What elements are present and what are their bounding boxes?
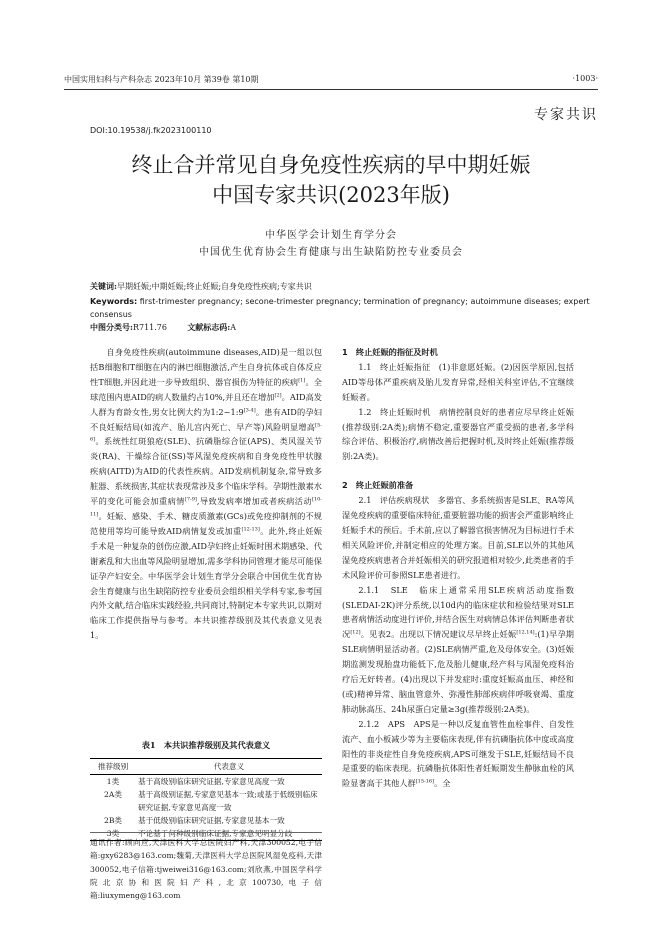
doi: DOI:10.19538/j.fk2023100110: [90, 126, 212, 135]
ref: [15-16]: [415, 778, 435, 785]
ref: [3-4]: [243, 406, 256, 413]
classification: [90, 321, 598, 334]
intro-paragraph: 自身免疫性疾病(autoimmune diseases,AID)是一组以包括B细胞和T细胞在内的淋巴细胞激活,产生自身抗体或自体反应性T细胞,并因此进一步导致组织、器官损伤为特征的疾病[1]。全球范围内患AID的病人数量约占10%,并且还在增加[2]。AID高发人群为育龄女性,男女比例大约为1:2~1:9[3-4]。患有AID的孕妇不良妊娠结局(如流产、胎儿宫内死亡、早产等)风险明显增高[5-6]。系统性红斑狼疮(SLE)、抗磷脂综合征(APS)、类风湿关节炎(RA)、干燥综合征(SS)等风湿免疫疾病和自身免疫性甲状腺疾病(AITD)为AID的代表性疾病。AID发病机制复杂,常导致多脏器、系统损害,其症状表现常涉及多个临床学科。孕期性激素水平的变化可能会加重病情[7-9],导致发病率增加或者疾病活动[10-11]。妊娠、感染、手术、糖皮质激素(GCs)或免疫抑制剂的不规范使用等均可能导致AID病情复发或加重[12-13]。此外,终止妊娠手术是一种复杂的创伤应激,AID孕妇终止妊娠时围术期感染、代谢紊乱和大出血等风险明显增加,需多学科协同管理才能尽可能保证孕产妇安全。中华医学会计划生育学分会联合中国优生优育协会生育健康与出生缺陷防控专业委员会组织相关学科专家,参考国内外文献,结合临床实践经验,共同商讨,特制定本专家共识,以期对临床工作提供指导与参考。本共识推荐级别及其代表意义见表1。: [90, 347, 322, 641]
table-header-level: 推荐级别: [90, 759, 136, 775]
clc-value: R711.76: [132, 323, 167, 332]
table-cell-meaning: 不论基于何种级别临床证据,专家意见明显分歧: [136, 827, 322, 841]
table-cell-level: 2B类: [103, 816, 122, 825]
running-header: [64, 74, 598, 88]
right-column: [342, 345, 574, 791]
keywords-en: [90, 295, 598, 321]
ref: [1]: [298, 377, 306, 384]
doc-code-label: 文献标志码:: [187, 322, 231, 332]
journal-info: 中国实用妇科与产科杂志 2023年10月 第39卷 第10期: [64, 75, 259, 84]
section-heading-2: 2 终止妊娠前准备: [342, 480, 414, 491]
table-caption: 表1 本共识推荐级别及其代表意义: [141, 740, 271, 750]
table-header-row: [90, 759, 322, 775]
table-cell-level: 3类: [90, 827, 136, 841]
ref: [2]: [274, 391, 282, 398]
keywords-cn-label: 关键词:: [90, 281, 117, 291]
ref: [10-11]: [90, 496, 322, 518]
ref: [5-6]: [90, 421, 322, 443]
doc-code-value: A: [230, 323, 237, 332]
section-heading-1: 1 终止妊娠的指征及时机: [342, 347, 438, 357]
author-line-1: 中华医学会计划生育学分会: [265, 230, 397, 241]
table-cell-meaning: 基于低级别临床研究证据,专家意见基本一致: [138, 816, 285, 825]
paragraph-2-1-2: 2.1.2 APS APS是一种以反复血管性血栓事件、自发性流产、血小板减少等为主要临床表现,伴有抗磷脂抗体中度或高度阳性的非炎症性自身免疫疾病,APS可继发于SLE,妊娠结局不良是重要的临床表现。抗磷脂抗体阳性者妊娠期发生静脉血栓的风险显著高于其他人群[15-16]。全: [342, 718, 574, 789]
table-cell-level: 1类: [106, 777, 120, 786]
title-line-1: 终止合并常见自身免疫性疾病的早中期妊娠: [131, 153, 531, 177]
table-header-meaning: 代表意义: [136, 759, 322, 775]
recommendation-table: [90, 758, 322, 841]
table-row: [90, 775, 322, 789]
section-tag: 专家共识: [534, 107, 598, 123]
ref: [7-9]: [184, 496, 197, 503]
ref: [12]: [350, 629, 361, 636]
table-row: [90, 814, 322, 827]
left-column: [90, 345, 322, 643]
ref: [12,14]: [516, 629, 535, 636]
table-cell-level: 2A类: [104, 790, 122, 799]
paragraph-2-1: 2.1 评估疾病现状 多器官、多系统损害是SLE、RA等风湿免疫疾病的重要临床特征,重要脏器功能的损害会严重影响终止妊娠手术的预后。手术前,应以了解器官损害情况为目标进行手术相关风险评价,并制定相应的处理方案。目前,SLE以外的其他风湿免疫疾病患者合并妊娠相关的研究报道相对较少,此类患者的手术风险评价可参照SLE患者进行。: [342, 495, 574, 580]
author-line-2: 中国优生优育协会生育健康与出生缺陷防控专业委员会: [199, 247, 463, 258]
keywords-cn: [90, 280, 598, 293]
keywords-en-label: Keywords:: [90, 297, 138, 306]
ref: [12-13]: [241, 526, 260, 533]
paragraph-2-1-1: 2.1.1 SLE 临床上通常采用SLE疾病活动度指数(SLEDAI-2K)评分系统,以10d内的临床症状和检验结果对SLE患者病情活动度进行评价,并结合医生对病情总体评估判断患者状况[12]。见表2。出现以下情况建议尽早终止妊娠[12,14]:(1)早孕期SLE病情明显活动者。(2)SLE病情严重,危及母体安全。(3)妊娠期监测发现胎盘功能低下,危及胎儿健康,经产科与风湿免疫科治疗后无好转者。(4)出现以下并发症时:重度妊娠高血压、神经和(或)精神异常、脑血管意外、弥漫性肺部疾病伴呼吸衰竭、重度肺动脉高压、24h尿蛋白定量≥3g(推荐级别:2A类)。: [342, 584, 574, 714]
page-number: ·1003·: [572, 74, 598, 83]
article-title: [64, 150, 598, 210]
header-rule: [64, 89, 598, 90]
keywords-en-text: first-trimester pregnancy; secone-trimester pregnancy; termination of pregnancy; autoimmune diseases; expert consensus: [90, 297, 590, 319]
keywords-cn-text: 早期妊娠;中期妊娠;终止妊娠;自身免疫性疾病;专家共识: [116, 282, 312, 291]
title-line-2: 中国专家共识(2023年版): [212, 183, 450, 207]
table-row: [90, 788, 322, 814]
table-cell-meaning: 基于高级别证据,专家意见基本一致;或基于低级别临床研究证据,专家意见高度一致: [138, 790, 318, 812]
paragraph-1-2: 1.2 终止妊娠时机 病情控制良好的患者应尽早终止妊娠(推荐级别:2A类);病情不稳定,重要器官严重受损的患者,多学科综合评估、积极治疗,病情改善后把握时机,及时终止妊娠(推荐级别:2A类)。: [342, 406, 574, 462]
paragraph-1-1: 1.1 终止妊娠指征 (1)非意愿妊娠。(2)因医学原因,包括AID等母体严重疾病及胎儿发育异常,经相关科室评估,不宜继续妊娠者。: [342, 361, 574, 402]
correspondence-note: 通讯作者:顾向应,天津医科大学总医院妇产科,天津300052,电子信箱:gxy6283@163.com;魏菊,天津医科大学总医院风湿免疫科,天津300052,电子信箱:tjweiwei316@163.com;刘欣燕,中国医学科学院北京协和医院妇产科,北京100730,电子信箱:liuxymeng@163.com: [90, 832, 322, 902]
table-cell-meaning: 基于高级别临床研究证据,专家意见高度一致: [138, 777, 285, 786]
clc-label: 中图分类号:: [90, 322, 133, 332]
author-organizations: [64, 227, 598, 261]
